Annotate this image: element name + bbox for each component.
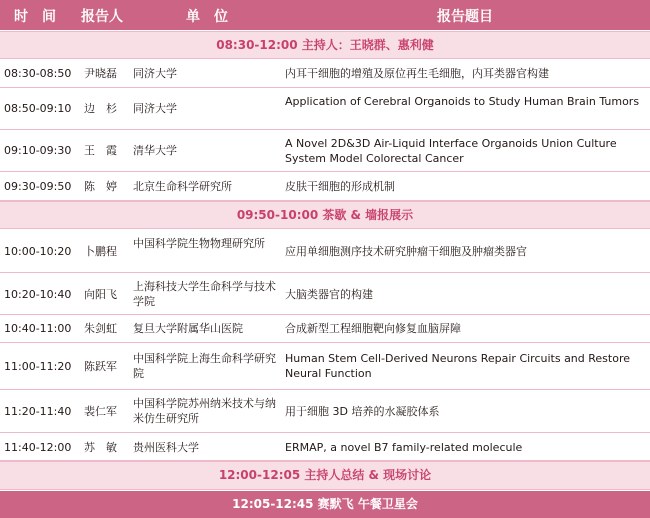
header-title: 报告题目 [437, 9, 493, 25]
row-unit: 清华大学 [133, 144, 177, 157]
header-speaker: 报告人 [81, 9, 123, 25]
row-time: 10:00-10:20 [4, 245, 72, 258]
closing-band: 12:00-12:05 主持人总结 & 现场讨论 [0, 461, 650, 490]
row-time: 10:40-11:00 [4, 322, 72, 335]
table-row [0, 172, 650, 201]
row-unit: 复旦大学附属华山医院 [133, 322, 243, 335]
table-row [0, 60, 650, 88]
row-time: 11:00-11:20 [4, 360, 72, 373]
header-time: 时 间 [14, 9, 56, 25]
table-row [0, 433, 650, 461]
row-speaker: 向阳飞 [84, 288, 117, 301]
table-row [0, 273, 650, 315]
row-speaker: 尹晓磊 [84, 67, 117, 80]
row-unit: 北京生命科学研究所 [133, 180, 232, 193]
row-speaker: 卜鹏程 [84, 245, 117, 258]
row-time: 08:30-08:50 [4, 67, 72, 80]
table-row [0, 390, 650, 433]
row-unit: 中国科学院生物物理研究所 [133, 237, 265, 250]
table-header [0, 0, 650, 30]
row-title: 皮肤干细胞的形成机制 [285, 180, 395, 193]
table-row [0, 343, 650, 390]
table-row [0, 229, 650, 273]
row-unit: 中国科学院上海生命科学研究院 [133, 352, 276, 380]
row-title: A Novel 2D&3D Air-Liquid Interface Organoids Union Culture System Model Colorectal Cancer [285, 137, 617, 165]
table-row [0, 130, 650, 172]
session-band-break: 09:50-10:00 茶歇 & 墙报展示 [0, 201, 650, 229]
row-speaker: 裴仁军 [84, 405, 117, 418]
row-title: 应用单细胞测序技术研究肿瘤干细胞及肿瘤类器官 [285, 245, 527, 258]
session-band-morning: 08:30-12:00 主持人：王晓群、惠利健 [0, 31, 650, 59]
row-unit: 同济大学 [133, 102, 177, 115]
row-time: 09:10-09:30 [4, 144, 72, 157]
row-title: 用于细胞 3D 培养的水凝胶体系 [285, 405, 440, 418]
row-title: ERMAP, a novel B7 family-related molecule [285, 441, 523, 454]
row-unit: 同济大学 [133, 67, 177, 80]
row-time: 10:20-10:40 [4, 288, 72, 301]
table-row [0, 88, 650, 130]
row-speaker: 陈 婷 [84, 180, 117, 193]
table-row [0, 315, 650, 343]
row-unit: 上海科技大学生命科学与技术学院 [133, 280, 276, 308]
lunch-band: 12:05-12:45 赛默飞 午餐卫星会 [0, 491, 650, 518]
row-speaker: 边 杉 [84, 102, 117, 115]
row-unit: 中国科学院苏州纳米技术与纳米仿生研究所 [133, 397, 276, 425]
row-unit: 贵州医科大学 [133, 441, 199, 454]
row-time: 09:30-09:50 [4, 180, 72, 193]
row-title: 大脑类器官的构建 [285, 288, 373, 301]
header-unit: 单 位 [186, 9, 228, 25]
row-time: 08:50-09:10 [4, 102, 72, 115]
row-speaker: 朱剑虹 [84, 322, 117, 335]
row-title: Human Stem Cell-Derived Neurons Repair Circuits and Restore Neural Function [285, 352, 631, 380]
row-title: Application of Cerebral Organoids to Study Human Brain Tumors [285, 95, 640, 108]
row-speaker: 王 霞 [84, 144, 117, 157]
row-speaker: 陈跃军 [84, 360, 117, 373]
row-speaker: 苏 敏 [84, 441, 117, 454]
row-time: 11:20-11:40 [4, 405, 72, 418]
row-title: 合成新型工程细胞靶向修复血脑屏障 [285, 322, 461, 335]
row-time: 11:40-12:00 [4, 441, 72, 454]
row-title: 内耳干细胞的增殖及原位再生毛细胞，内耳类器官构建 [285, 67, 549, 80]
